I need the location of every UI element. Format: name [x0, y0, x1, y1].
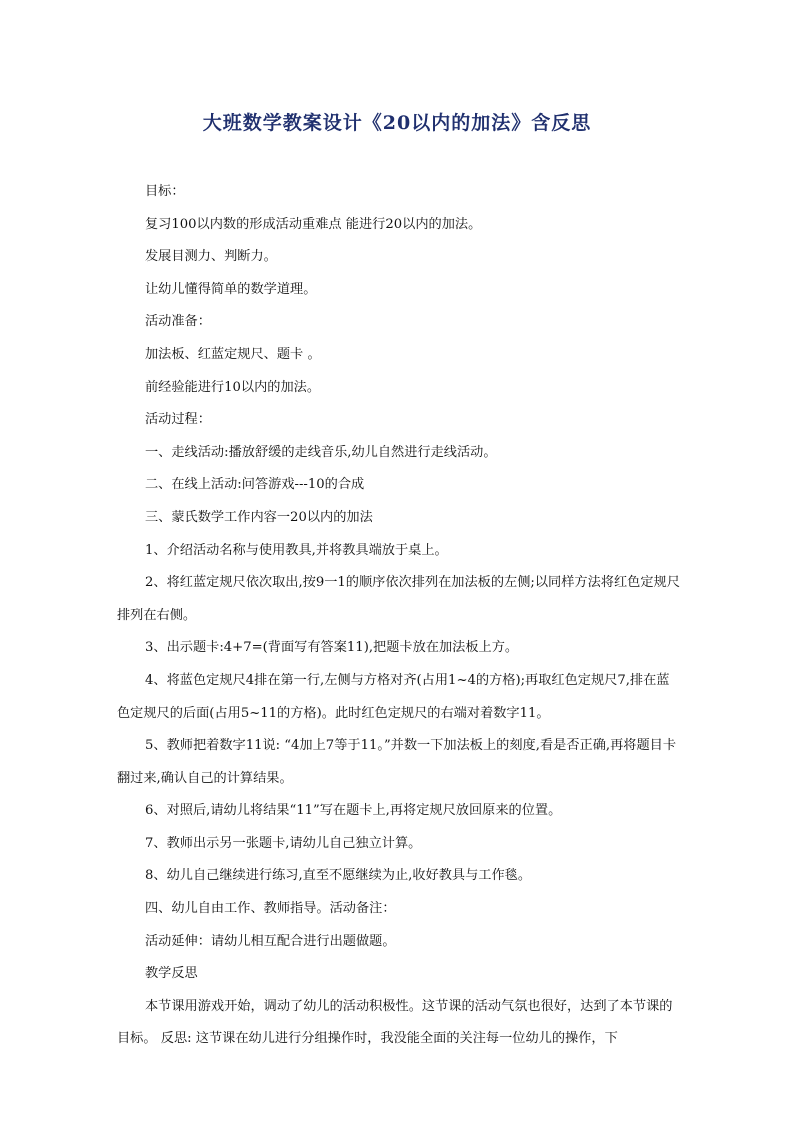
paragraph: 7、教师出示另一张题卡,请幼儿自己独立计算。	[145, 835, 422, 851]
paragraph: 2、将红蓝定规尺依次取出,按9一1的顺序依次排列在加法板的左侧;以同样方法将红色定规尺排列在右侧。	[117, 575, 680, 623]
paragraph: 一、走线活动:播放舒缓的走线音乐,幼儿自然进行走线活动。	[145, 444, 497, 460]
paragraph: 教学反思	[145, 966, 198, 982]
paragraph: 1、介绍活动名称与使用教具,并将教具端放于桌上。	[145, 542, 448, 558]
paragraph: 本节课用游戏开始，调动了幼儿的活动积极性。这节课的活动气氛也很好，达到了本节课的目标。 反思: 这节课在幼儿进行分组操作时，我没能全面的关注每一位幼儿的操作，下	[117, 998, 673, 1047]
document-title: 大班数学教案设计《20以内的加法》含反思	[202, 112, 592, 134]
paragraph: 3、出示题卡:4+7=(背面写有答案11),把题卡放在加法板上方。	[145, 640, 519, 656]
paragraph: 8、幼儿自己继续进行练习,直至不愿继续为止,收好教具与工作毯。	[145, 868, 532, 884]
paragraph: 前经验能进行10以内的加法。	[145, 379, 321, 395]
paragraph: 四、幼儿自由工作、教师指导。活动备注：	[145, 901, 396, 917]
paragraph: 复习100以内数的形成活动重难点 能进行20以内的加法。	[145, 216, 482, 232]
paragraph: 6、对照后,请幼儿将结果“11”写在题卡上,再将定规尺放回原来的位置。	[145, 803, 562, 819]
paragraph: 目标：	[145, 184, 185, 199]
paragraph: 活动准备：	[145, 314, 211, 330]
paragraph: 活动延伸：请幼儿相互配合进行出题做题。	[145, 933, 396, 949]
paragraph: 二、在线上活动:问答游戏---10的合成	[145, 477, 365, 493]
paragraph: 4、将蓝色定规尺4排在第一行,左侧与方格对齐(占用1~4的方格);再取红色定规尺7,排在蓝色定规尺的后面(占用5~11的方格)。此时红色定规尺的右端对着数字11。	[117, 672, 670, 721]
paragraph: 三、蒙氏数学工作内容一20以内的加法	[145, 509, 373, 525]
document-body	[117, 176, 681, 1056]
paragraph: 活动过程：	[145, 412, 211, 428]
paragraph: 让幼儿懂得简单的数学道理。	[145, 281, 317, 297]
paragraph: 5、教师把着数字11说: “4加上7等于11。”并数一下加法板上的刻度,看是否正确,再将题目卡翻过来,确认自己的计算结果。	[117, 738, 677, 786]
paragraph: 发展目测力、判断力。	[145, 249, 277, 265]
paragraph: 加法板、红蓝定规尺、题卡 。	[145, 346, 321, 362]
